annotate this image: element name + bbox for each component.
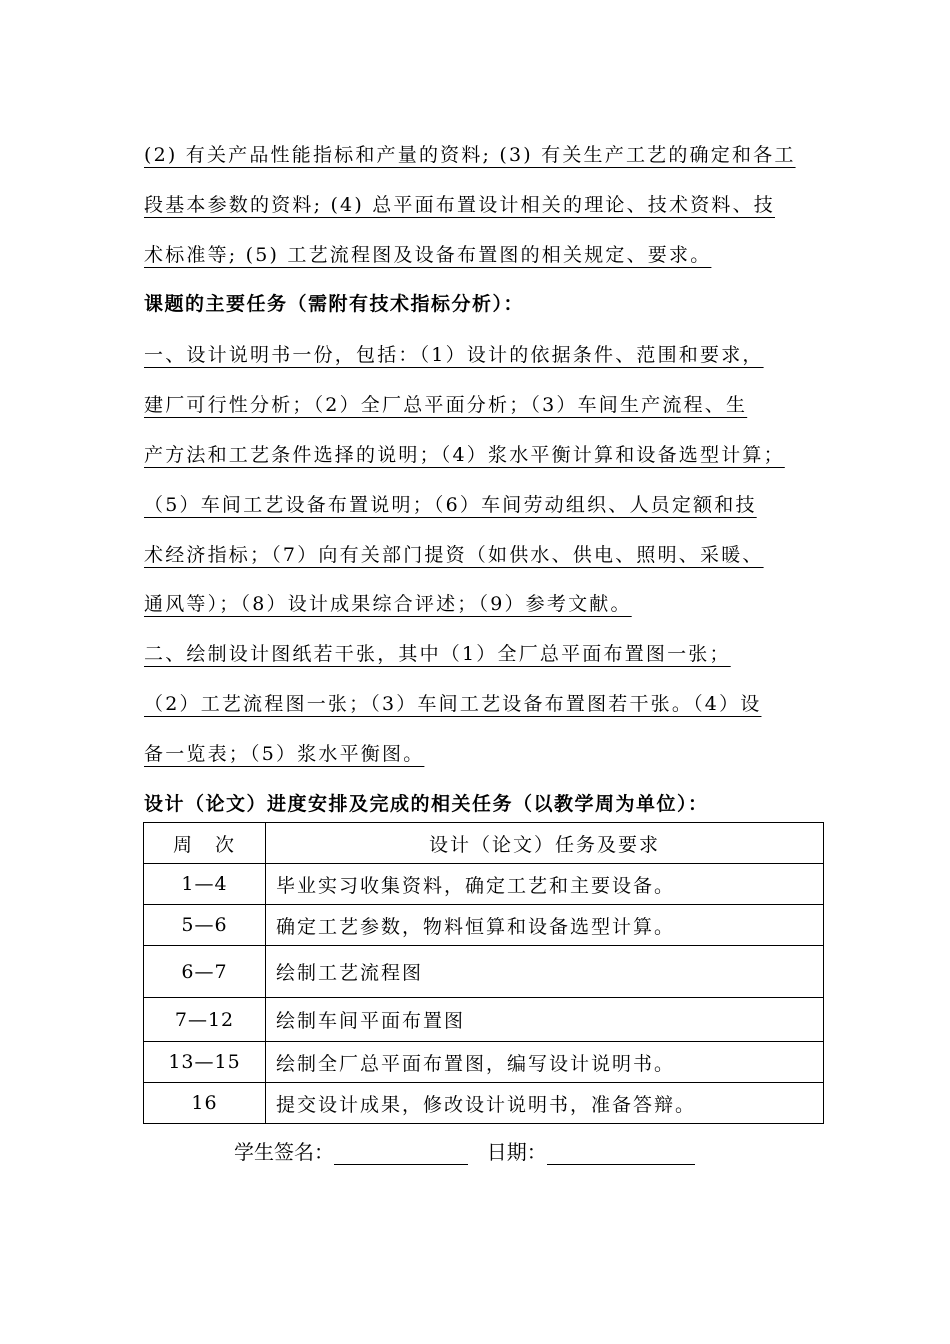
week-cell: 7—12 [144,998,266,1042]
table-row [144,1042,824,1083]
task-cell: 绘制车间平面布置图 [266,998,824,1042]
materials-line-2: 段基本参数的资料; (4) 总平面布置设计相关的理论、技术资料、技 [144,194,775,216]
week-cell: 16 [144,1083,266,1124]
date-blank[interactable] [547,1142,695,1165]
main-tasks-heading: 课题的主要任务（需附有技术指标分析）： [144,293,525,315]
main-tasks-line-5: 术经济指标；（7）向有关部门提资（如供水、供电、照明、采暖、 [144,544,764,566]
task-cell: 提交设计成果，修改设计说明书，准备答辩。 [266,1083,824,1124]
week-cell: 5—6 [144,905,266,946]
student-signature-blank[interactable] [334,1142,468,1165]
week-column-header: 周 次 [144,823,266,864]
materials-line-3: 术标准等; (5) 工艺流程图及设备布置图的相关规定、要求。 [144,244,712,266]
week-cell: 1—4 [144,864,266,905]
task-column-header: 设计（论文）任务及要求 [266,823,824,864]
schedule-heading: 设计（论文）进度安排及完成的相关任务（以教学周为单位）： [144,793,709,815]
week-cell: 13—15 [144,1042,266,1083]
main-tasks-line-1: 一、设计说明书一份，包括：（1）设计的依据条件、范围和要求， [144,344,764,366]
task-cell: 绘制全厂总平面布置图，编写设计说明书。 [266,1042,824,1083]
main-tasks-line-6: 通风等）；（8）设计成果综合评述；（9）参考文献。 [144,593,632,615]
table-row [144,1083,824,1124]
main-tasks-line-7: 二、绘制设计图纸若干张，其中（1）全厂总平面布置图一张； [144,643,731,665]
table-row [144,905,824,946]
main-tasks-line-4: （5）车间工艺设备布置说明；（6）车间劳动组织、人员定额和技 [144,494,757,516]
main-tasks-line-3: 产方法和工艺条件选择的说明；（4）浆水平衡计算和设备选型计算； [144,444,785,466]
week-cell: 6—7 [144,946,266,998]
main-tasks-line-2: 建厂可行性分析；（2）全厂总平面分析；（3）车间生产流程、生 [144,394,748,416]
main-tasks-line-9: 备一览表；（5）浆水平衡图。 [144,743,425,765]
task-cell: 绘制工艺流程图 [266,946,824,998]
task-cell: 确定工艺参数，物料恒算和设备选型计算。 [266,905,824,946]
table-row [144,864,824,905]
schedule-header-row [144,823,824,864]
task-cell: 毕业实习收集资料，确定工艺和主要设备。 [266,864,824,905]
date-label: 日期： [486,1140,547,1164]
signature-line [234,1136,695,1165]
table-row [144,946,824,998]
materials-line-1: (2) 有关产品性能指标和产量的资料; (3) 有关生产工艺的确定和各工 [144,144,796,166]
student-signature-label: 学生签名： [234,1140,334,1164]
table-row [144,998,824,1042]
main-tasks-line-8: （2）工艺流程图一张；（3）车间工艺设备布置图若干张。（4）设 [144,693,762,715]
schedule-table [143,822,824,1124]
